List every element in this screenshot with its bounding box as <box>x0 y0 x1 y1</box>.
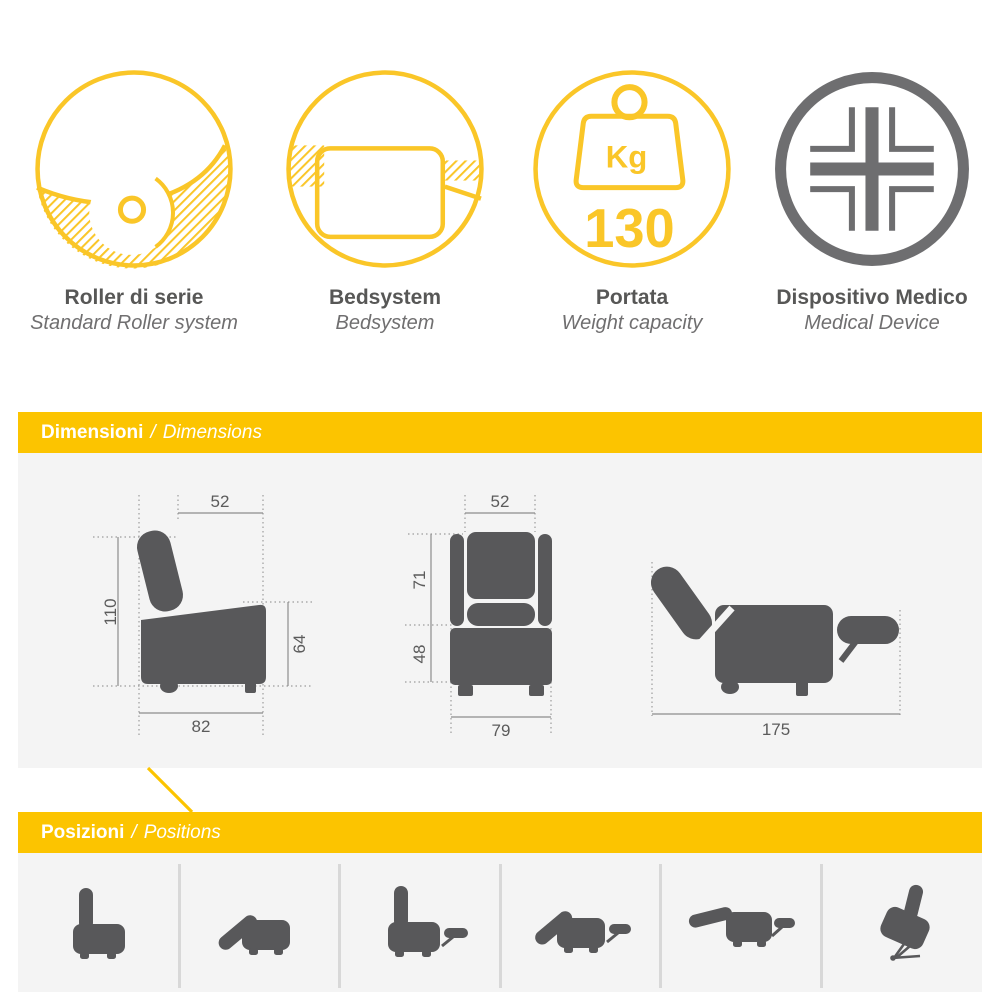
medical-device-icon <box>769 66 975 272</box>
position-backrest-reclined-icon <box>204 882 314 962</box>
front-view-diagram <box>395 470 565 770</box>
position-full-recline-icon <box>686 882 796 962</box>
section-separator: / <box>131 821 137 843</box>
bedsystem-icon <box>282 66 488 272</box>
feature-subtitle: Standard Roller system <box>30 312 238 335</box>
positions-header <box>18 812 982 853</box>
dim-base-depth: 82 <box>191 717 211 736</box>
cell-divider <box>659 864 662 988</box>
side-view-diagram <box>85 470 325 760</box>
feature-title: Roller di serie <box>64 286 204 309</box>
cell-divider <box>338 864 341 988</box>
cell-divider <box>820 864 823 988</box>
feature-subtitle: Weight capacity <box>561 312 703 335</box>
weight-unit-label: Kg <box>605 139 648 175</box>
position-lift-standing-icon <box>846 882 956 962</box>
dim-seat-depth-top: 52 <box>210 492 230 511</box>
section-subtitle: Positions <box>143 821 221 843</box>
dim-total-width: 79 <box>491 721 511 740</box>
dimensions-header <box>18 412 982 453</box>
dim-base-height: 48 <box>410 644 429 664</box>
connector-line <box>144 766 196 814</box>
dim-total-length: 175 <box>761 720 791 739</box>
feature-medical-device <box>742 66 1000 334</box>
cell-divider <box>178 864 181 988</box>
position-upright-icon <box>43 882 153 962</box>
dim-backrest-height: 71 <box>410 570 429 590</box>
feature-subtitle: Bedsystem <box>335 312 435 335</box>
weight-value-label: 130 <box>584 198 675 259</box>
section-title: Dimensioni <box>41 421 144 443</box>
section-subtitle: Dimensions <box>162 421 262 443</box>
feature-roller <box>4 66 264 334</box>
dim-total-height: 110 <box>101 598 120 626</box>
weight-capacity-icon <box>529 66 735 272</box>
feature-title: Dispositivo Medico <box>776 286 968 309</box>
dim-seat-width: 52 <box>490 492 510 511</box>
section-separator: / <box>150 421 156 443</box>
cell-divider <box>499 864 502 988</box>
feature-title: Portata <box>595 286 669 309</box>
reclined-view-diagram <box>630 530 930 745</box>
feature-subtitle: Medical Device <box>804 312 940 335</box>
roller-icon <box>31 66 237 272</box>
position-footrest-raised-icon <box>364 882 474 962</box>
section-title: Posizioni <box>41 821 125 843</box>
feature-title: Bedsystem <box>328 286 442 309</box>
feature-bedsystem <box>255 66 515 334</box>
position-reclined-footrest-raised-icon <box>525 882 635 962</box>
feature-weight-capacity <box>502 66 762 334</box>
dim-arm-height: 64 <box>290 634 309 654</box>
